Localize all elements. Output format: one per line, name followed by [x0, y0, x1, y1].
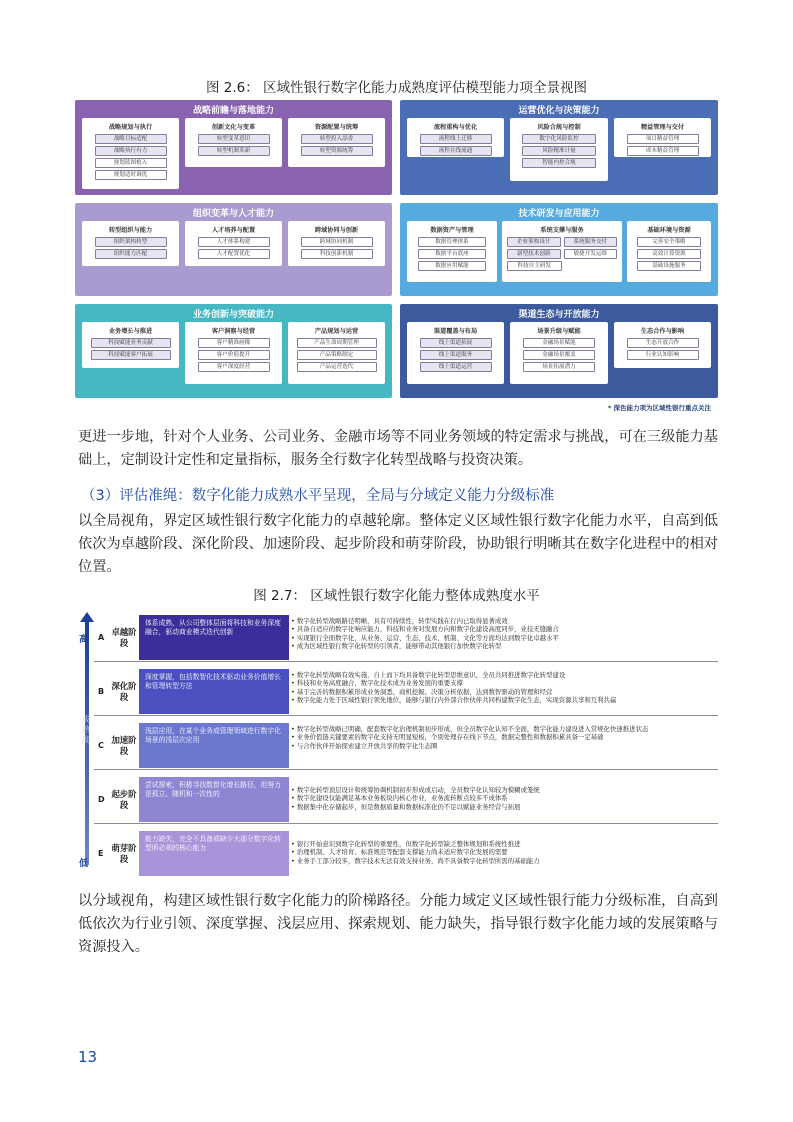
- bullet-item: • 业务手工部分较多，数字技术无法有效支持业务，尚不具备数字化转型所需的基础能力: [291, 857, 716, 865]
- capability-item: 转型机制革新: [198, 146, 270, 156]
- level-stage: 萌芽阶段: [111, 842, 137, 864]
- capability-column: [614, 322, 711, 368]
- capability-item: 数据平台底座: [418, 249, 486, 259]
- level-stage: 卓越阶段: [111, 626, 137, 648]
- capability-item: 基础设施服务: [637, 261, 701, 271]
- column-title: 客户洞察与经营: [211, 328, 256, 335]
- capability-column: [82, 322, 179, 368]
- capability-column: [510, 118, 608, 181]
- page-number: 13: [78, 1048, 98, 1066]
- bullet-item: • 基于完善的数据积累形成业务洞悉、商机挖掘、决策分析依据，达到数智驱动的管理和经营: [291, 688, 716, 696]
- panel-title: 渠道生态与开放能力: [518, 310, 600, 320]
- capability-item: 高效计算资源: [637, 249, 701, 259]
- level-row-b: [94, 668, 718, 716]
- column-title: 资源配置与统筹: [314, 124, 359, 131]
- bullet-item: • 数据集中化存储起步，但是数据质量和数据标准化仍不足以赋能业务经营与拓展: [291, 803, 716, 811]
- axis-title: 成熟度: [82, 715, 90, 744]
- capability-item: 金融场景覆盖: [523, 350, 595, 360]
- column-title: 流程重构与优化: [433, 124, 478, 131]
- capability-item: 智能内控合规: [522, 158, 596, 168]
- bullet-item: • 与合作伙伴开始探索建立开放共享的数字化生态圈: [291, 742, 716, 750]
- capability-column: [407, 118, 504, 157]
- panel-channel: [400, 304, 718, 398]
- axis-low-label: 低: [79, 859, 89, 869]
- axis-high-label: 高: [79, 635, 89, 645]
- panel-title: 运营优化与决策能力: [518, 106, 600, 116]
- level-letter: B: [98, 687, 105, 696]
- capability-column: [407, 221, 497, 282]
- capability-item: 数据管理体系: [418, 237, 486, 247]
- panel-title: 技术研发与应用能力: [518, 209, 600, 219]
- capability-item: 金融场景赋能: [523, 338, 595, 348]
- capability-column: [185, 221, 282, 266]
- capability-column: [82, 118, 179, 189]
- capability-column: [407, 322, 504, 384]
- capability-item: 系统服务交付: [564, 237, 618, 247]
- bullet-item: • 数字化转型战略已明确，配套数字化治理机制初步形成，但全员数字化认知不全面，数字化能力建设进入常规化快速推进状态: [291, 725, 716, 733]
- capability-item: 完善安全策略: [637, 237, 701, 247]
- capability-column: [510, 322, 608, 384]
- capability-item: 科技创新机制: [301, 249, 373, 259]
- bullet-item: • 数字化转型战略有效实施，自上而下均具备数字化转型思维意识，全员共同推进数字化转型建设: [291, 671, 716, 679]
- level-row-e: [94, 830, 718, 878]
- capability-column: [614, 118, 711, 157]
- capability-item: 风险精准计量: [522, 146, 596, 156]
- bullet-item: • 银行开始意识到数字化转型的重要性，但数字化转型缺乏整体规划和系统性推进: [291, 840, 716, 848]
- capability-item: 组织架构转型: [95, 237, 167, 247]
- section-subheading: （3）评估准绳：数字化能力成熟水平呈现，全局与分域定义能力分级标准: [81, 488, 555, 504]
- capability-item: 产品运营迭代: [297, 362, 377, 372]
- capability-item: 战略执行有力: [95, 146, 167, 156]
- panel-strategy: [75, 100, 392, 195]
- capability-item: 转型资源统筹: [301, 146, 373, 156]
- level-description: 深度掌握，包括数智化技术驱动业务价值增长和管理转型方法: [139, 669, 289, 714]
- capability-item: 跨域协同机制: [301, 237, 373, 247]
- paragraph: 以分域视角，构建区域性银行数字化能力的阶梯路径。分能力域定义区域性银行能力分级标准，自高到低依次为行业引领、深度掌握、浅层应用、探索规划、能力缺失，指导银行数字化能力域的发展策略与资源投入。: [78, 893, 718, 955]
- level-bullets: [291, 725, 716, 750]
- capability-item: 人才配置优化: [198, 249, 270, 259]
- level-letter: C: [98, 741, 104, 750]
- level-row-a: [94, 614, 718, 662]
- capability-item: 客户深度经营: [198, 362, 270, 372]
- level-letter: A: [98, 633, 105, 642]
- level-letter: E: [98, 849, 104, 858]
- column-title: 基础环境与资源: [647, 227, 691, 234]
- panel-technology: [400, 203, 718, 296]
- column-title: 数据资产与管理: [430, 227, 474, 234]
- capability-item: 生态开放合作: [627, 338, 699, 348]
- capability-item: 场景拓展潜力: [523, 362, 595, 372]
- level-bullets: [291, 786, 716, 811]
- column-title: 业务增长与推进: [108, 328, 153, 335]
- capability-pair: [502, 237, 622, 249]
- column-title: 创新文化与变革: [211, 124, 256, 131]
- figure-note: * 深色能力项为区域性银行重点关注: [607, 404, 711, 412]
- capability-item: 产品生命周期管理: [297, 338, 377, 348]
- capability-item: 规划适时调优: [95, 170, 167, 180]
- capability-item: 产品策略制定: [297, 350, 377, 360]
- capability-item: 战略目标适配: [95, 134, 167, 144]
- capability-column: [82, 221, 179, 266]
- column-title: 战略规划与执行: [108, 124, 153, 131]
- bullet-item: • 实现银行全面数字化，从业务、运营、生态、技术、机制、文化等方面均达到数字化卓越水平: [291, 634, 716, 642]
- bullet-item: • 科技和业务高度融合，数字化技术成为业务发展的重要支撑: [291, 679, 716, 687]
- bullet-item: • 成为区域性银行数字化转型的引领者，能够带动其他银行加快数字化转型: [291, 642, 716, 650]
- bullet-item: • 数字化建设仅能满足基本业务板块内核心作业，业务流转断点较多不成体系: [291, 794, 716, 802]
- capability-item: 线上渠道服务: [420, 350, 492, 360]
- level-description: 体系成熟，从公司整体层面将科技和业务深度融合，驱动商业模式迭代创新: [139, 615, 289, 660]
- paragraph: 更进一步地，针对个人业务、公司业务、金融市场等不同业务领域的特定需求与挑战，可在三级能力基础上，定制设计定性和定量指标，服务全行数字化转型战略与投资决策。: [78, 429, 718, 468]
- panel-business: [75, 304, 392, 398]
- capability-column: [185, 118, 282, 167]
- level-letter: D: [98, 795, 105, 804]
- panel-organization: [75, 203, 392, 296]
- column-title: 生态合作与影响: [640, 328, 685, 335]
- panel-title: 组织变革与人才能力: [192, 209, 274, 219]
- capability-pair: [502, 261, 622, 273]
- column-title: 场景升级与赋能: [537, 328, 581, 335]
- capability-column: [185, 322, 282, 384]
- figure-2-7-title: 图 2.7： 区域性银行数字化能力整体成熟度水平: [253, 588, 540, 604]
- capability-item: 数据应用赋能: [418, 261, 486, 271]
- column-title: 渠道覆盖与布局: [433, 328, 478, 335]
- column-title: 人才培养与配置: [211, 227, 256, 234]
- capability-item: 线上渠道拓展: [420, 338, 492, 348]
- panel-title: 业务创新与突破能力: [192, 310, 274, 320]
- capability-item: 流程在线流通: [420, 146, 492, 156]
- column-title: 系统支撑与服务: [540, 227, 584, 234]
- capability-item: 科技赋能客户拓展: [91, 350, 171, 360]
- level-row-c: [94, 722, 718, 770]
- capability-item: 成本精益管理: [627, 146, 699, 156]
- capability-column: [288, 322, 385, 384]
- column-title: 产品规划与运营: [314, 328, 359, 335]
- capability-item: 科技赋能业务贡献: [91, 338, 171, 348]
- level-stage: 加速阶段: [111, 734, 137, 756]
- level-row-d: [94, 776, 718, 824]
- column-title: 风险合规与控制: [537, 124, 581, 131]
- bullet-item: • 数字化转型顶层设计和统筹协调机制初步形成或启动，全员数字化认知较为模糊或笼统: [291, 786, 716, 794]
- capability-column: [288, 221, 385, 266]
- level-description: 尝试探索，积极寻找数智化增长路径，但努力是孤立、随机和一次性的: [139, 777, 289, 822]
- capability-item: 客户价值提升: [198, 350, 270, 360]
- capability-item: 敏捷开发运维: [564, 249, 618, 259]
- capability-item: 转型变革意识: [198, 134, 270, 144]
- bullet-item: • 数字化能力处于区域性银行领先地位，能够与银行内外部合作伙伴共同构建数字化生态，实现资源共享和互利共赢: [291, 696, 716, 704]
- capability-item: 线上渠道运营: [420, 362, 492, 372]
- paragraph: 以全局视角，界定区域性银行数字化能力的卓越轮廓。整体定义区域性银行数字化能力水平，自高到低依次为卓越阶段、深化阶段、加速阶段、起步阶段和萌芽阶段，协助银行明晰其在数字化进程中的相对位置。: [78, 513, 718, 575]
- figure-2-6-title: 图 2.6： 区域性银行数字化能力成熟度评估模型能力项全景视图: [205, 80, 588, 96]
- level-description: 浅层应用，在某个业务或管理领域进行数字化场景的浅层次应用: [139, 723, 289, 768]
- capability-item: 科技自主研发: [507, 261, 562, 271]
- level-bullets: [291, 840, 716, 865]
- capability-item: 行业认知影响: [627, 350, 699, 360]
- capability-column: [288, 118, 385, 167]
- bullet-item: • 业务价值链关键要素的数字化支持无明显短板，个别处理存在线下节点，数据完整性和数据积累具备一定基础: [291, 733, 716, 741]
- capability-item: 客户精准画像: [198, 338, 270, 348]
- capability-item: 项目精益管理: [627, 134, 699, 144]
- capability-column: [502, 221, 622, 282]
- capability-pair: [502, 249, 622, 261]
- level-stage: 深化阶段: [111, 680, 137, 702]
- column-title: 跨域协同与创新: [314, 227, 359, 234]
- panel-operations: [400, 100, 718, 195]
- panel-title: 战略前瞻与落地能力: [192, 106, 274, 116]
- capability-item: 流程线上迁移: [420, 134, 492, 144]
- bullet-item: • 具备自适应的数字化响应能力，科技和业务对发展方向和数字化建设高度同步，业技无缝融合: [291, 625, 716, 633]
- column-title: 精益管理与交付: [640, 124, 685, 131]
- capability-item: 企业架构设计: [507, 237, 561, 247]
- capability-column: [627, 221, 711, 282]
- level-stage: 起步阶段: [111, 788, 137, 810]
- column-title: 转型组织与能力: [108, 227, 153, 234]
- bullet-item: • 数字化转型战略路径明晰，具有可持续性，转型实践在行内已取得显著成效: [291, 617, 716, 625]
- capability-item: 数字化风险监控: [522, 134, 596, 144]
- level-bullets: [291, 671, 716, 704]
- bullet-item: • 治理机制、人才培育、标准规范等配套支撑能力尚未适应数字化发展的需要: [291, 848, 716, 856]
- capability-item: 规划蓝图植入: [95, 158, 167, 168]
- level-bullets: [291, 617, 716, 650]
- capability-item: 组织能力匹配: [95, 249, 167, 259]
- capability-item: 新型技术创新: [507, 249, 561, 259]
- capability-item: 转型投入添香: [301, 134, 373, 144]
- level-description: 能力缺失，完全不具备或缺少大部分数字化转型所必须的核心能力: [139, 831, 289, 876]
- empty-slot: [565, 261, 618, 273]
- capability-item: 人才体系构建: [198, 237, 270, 247]
